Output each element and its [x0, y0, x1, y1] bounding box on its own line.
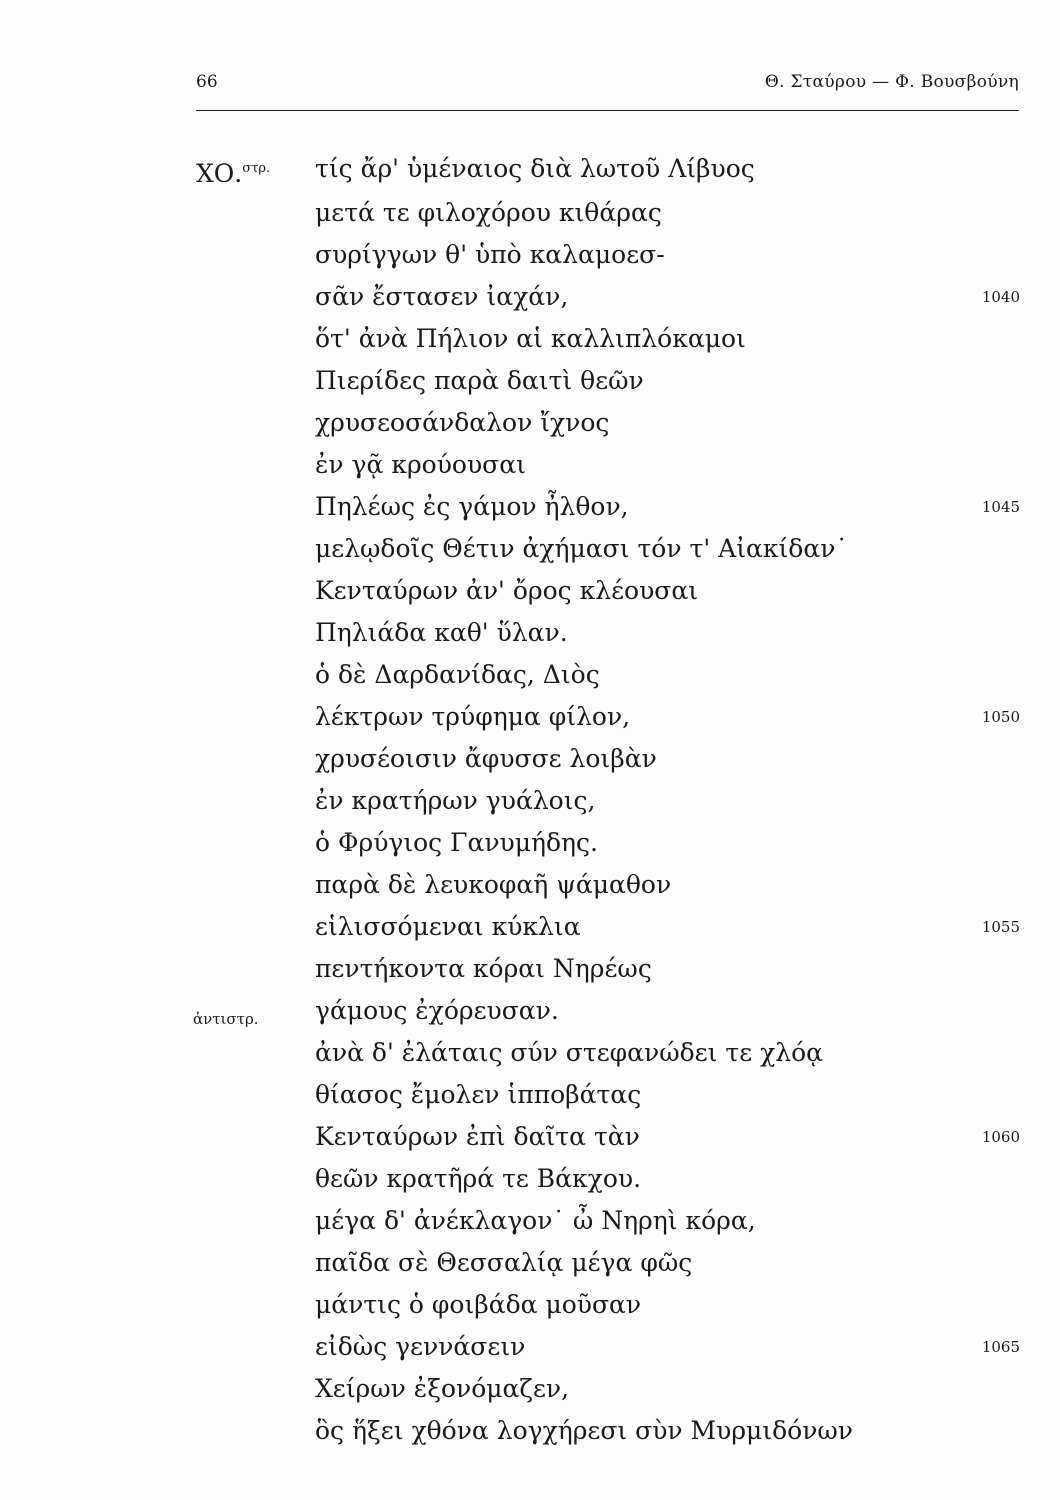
- speaker-name: ΧΟ.: [196, 158, 243, 188]
- line-number: 1050: [981, 708, 1020, 726]
- verse-line: λέκτρων τρύφημα φίλον,: [315, 702, 631, 731]
- verse-line: Κενταύρων ἀν' ὄρος κλέουσαι: [315, 576, 699, 605]
- verse-line: Χείρων ἐξονόμαζεν,: [315, 1374, 570, 1403]
- running-head: Θ. Σταύρου — Φ. Βουσβούνη: [764, 72, 1019, 92]
- verse-line: μέγα δ' ἀνέκλαγον˙ ὦ Νηρηὶ κόρα,: [315, 1206, 756, 1235]
- verse-line: συρίγγων θ' ὑπὸ καλαμοεσ-: [315, 240, 665, 269]
- verse-line: ἐν γᾷ κρούουσαι: [315, 450, 526, 479]
- verse-line: Πηλέως ἐς γάμον ἦλθον,: [315, 492, 629, 521]
- line-number: 1055: [981, 918, 1020, 936]
- verse-line: ἐν κρατήρων γυάλοις,: [315, 786, 596, 815]
- verse-line: χρυσεοσάνδαλον ἴχνος: [315, 408, 610, 437]
- page-number: 66: [196, 72, 218, 92]
- page-header: [196, 72, 1019, 100]
- verse-line: εἰδὼς γεννάσειν: [315, 1332, 526, 1361]
- header-rule: [196, 110, 1019, 111]
- verse-line: πεντήκοντα κόραι Νηρέως: [315, 954, 652, 983]
- verse-line: θίασος ἔμολεν ἱπποβάτας: [315, 1080, 642, 1109]
- speaker-label: [196, 152, 270, 191]
- verse-line: γάμους ἐχόρευσαν.: [315, 996, 559, 1025]
- verse-line: θεῶν κρατῆρά τε Βάκχου.: [315, 1164, 642, 1193]
- verse-line: τίς ἄρ' ὑμέναιος διὰ λωτοῦ Λίβυος: [315, 154, 755, 183]
- verse-line: ὁ Φρύγιος Γανυμήδης.: [315, 828, 598, 857]
- verse-line: ἀνὰ δ' ἐλάταις σύν στεφανώδει τε χλόᾳ: [315, 1038, 824, 1067]
- verse-line: παῖδα σὲ Θεσσαλίᾳ μέγα φῶς: [315, 1248, 693, 1277]
- verse-line: Κενταύρων ἐπὶ δαῖτα τὰν: [315, 1122, 640, 1151]
- verse-line: εἱλισσόμεναι κύκλια: [315, 912, 581, 941]
- verse-line: Πηλιάδα καθ' ὕλαν.: [315, 618, 568, 647]
- verse-line: χρυσέοισιν ἄφυσσε λοιβὰν: [315, 744, 657, 773]
- verse-line: μάντις ὁ φοιβάδα μοῦσαν: [315, 1290, 642, 1319]
- strophe-label: στρ.: [242, 161, 271, 176]
- verse-line: ὃς ἥξει χθόνα λογχήρεσι σὺν Μυρμιδόνων: [315, 1416, 853, 1445]
- line-number: 1065: [981, 1338, 1020, 1356]
- line-number: 1040: [981, 288, 1020, 306]
- verse-line: ὅτ' ἀνὰ Πήλιον αἱ καλλιπλόκαμοι: [315, 324, 746, 353]
- antistrophe-label: ἀντιστρ.: [193, 1010, 259, 1028]
- verse-line: Πιερίδες παρὰ δαιτὶ θεῶν: [315, 366, 644, 395]
- line-number: 1060: [981, 1128, 1020, 1146]
- line-number: 1045: [981, 498, 1020, 516]
- verse-line: ὁ δὲ Δαρδανίδας, Διὸς: [315, 660, 600, 689]
- verse-line: μελῳδοῖς Θέτιν ἀχήμασι τόν τ' Αἰακίδαν˙: [315, 534, 848, 563]
- verse-line: σᾶν ἔστασεν ἰαχάν,: [315, 282, 569, 311]
- verse-line: παρὰ δὲ λευκοφαῆ ψάμαθον: [315, 870, 672, 899]
- verse-line: μετά τε φιλοχόρου κιθάρας: [315, 198, 662, 227]
